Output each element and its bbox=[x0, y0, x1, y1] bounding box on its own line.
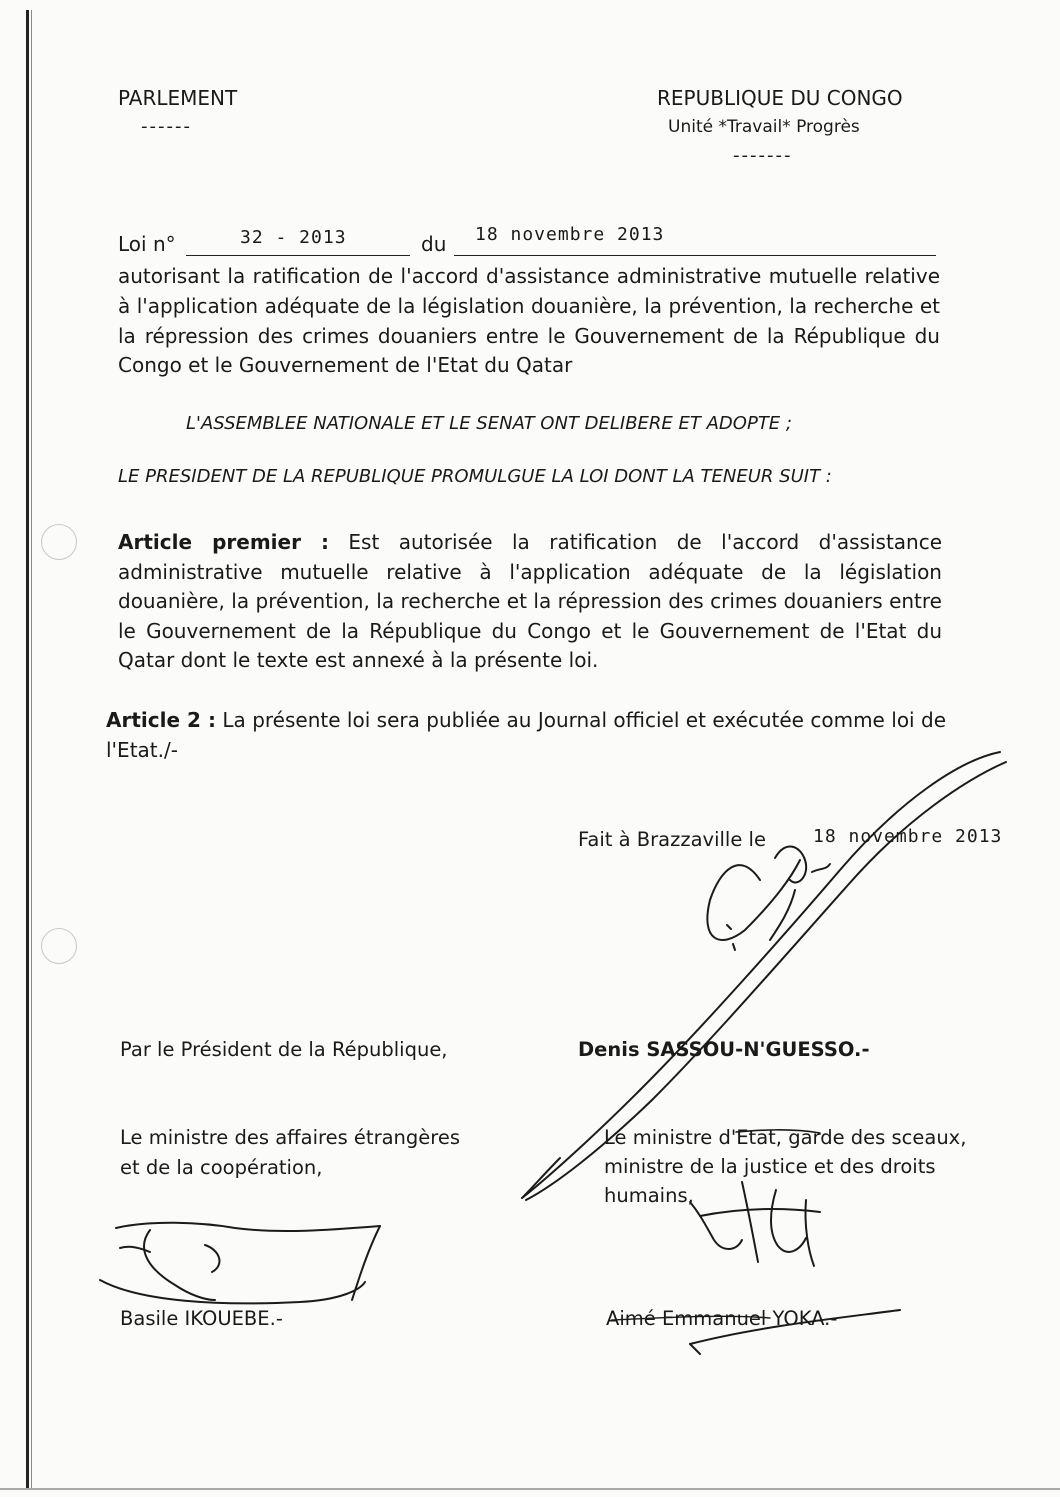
minister-left-title-1: Le ministre des affaires étrangères bbox=[120, 1126, 461, 1149]
minister-right-title-1: Le ministre d'Etat, garde des sceaux, bbox=[604, 1126, 967, 1149]
republic-separator: ------- bbox=[733, 145, 793, 166]
minister-right-signature bbox=[690, 1182, 900, 1354]
ink-mark bbox=[612, 1316, 770, 1320]
minister-left-name: Basile IKOUEBE.- bbox=[120, 1307, 283, 1330]
president-intro: Par le Président de la République, bbox=[120, 1038, 448, 1061]
signing-date: 18 novembre 2013 bbox=[813, 826, 1003, 847]
parlement-separator: ------ bbox=[141, 116, 192, 137]
signing-place: Fait à Brazzaville le bbox=[578, 828, 766, 851]
preamble-president: LE PRESIDENT DE LA REPUBLIQUE PROMULGUE LA LOI DONT LA TENEUR SUIT : bbox=[118, 466, 832, 487]
law-date-value: 18 novembre 2013 bbox=[475, 224, 665, 245]
law-title: autorisant la ratification de l'accord d'assistance administrative mutuelle relative à l'application adéquate de la législation douanière, la prévention, la recherche et la répression des crimes douaniers entre le Gouvernement de la République du Congo et le Gouvernement de l'Etat du Qatar bbox=[118, 264, 940, 378]
minister-left-title-2: et de la coopération, bbox=[120, 1156, 323, 1179]
preamble-assembly: L'ASSEMBLEE NATIONALE ET LE SENAT ONT DELIBERE ET ADOPTE ; bbox=[186, 413, 792, 434]
minister-right-name: Aimé Emmanuel YOKA.- bbox=[606, 1307, 838, 1330]
article-2-label: Article 2 : bbox=[106, 708, 216, 732]
article-1-label: Article premier : bbox=[118, 530, 329, 554]
article-2-text: La présente loi sera publiée au Journal officiel et exécutée comme loi de l'Etat./- bbox=[106, 708, 947, 762]
minister-left-signature bbox=[100, 1223, 380, 1304]
parlement-title: PARLEMENT bbox=[118, 86, 238, 110]
article-1-text: Est autorisée la ratification de l'accord d'assistance administrative mutuelle relative à l'application adéquate de la législation douanière, la prévention, la recherche et la répression des crimes douaniers entre le Gouvernement de la République du Congo et le Gouvernement de l'Etat du Qatar dont le texte est annexé à la présente loi. bbox=[118, 530, 943, 672]
minister-right-title-3: humains, bbox=[604, 1184, 694, 1207]
president-name: Denis SASSOU-N'GUESSO.- bbox=[578, 1038, 870, 1061]
president-signature bbox=[522, 752, 1006, 1200]
minister-right-title-2: ministre de la justice et des droits bbox=[604, 1155, 936, 1178]
republic-title: REPUBLIQUE DU CONGO bbox=[657, 86, 903, 110]
republic-motto: Unité *Travail* Progrès bbox=[668, 117, 860, 137]
law-date-label: du bbox=[421, 232, 447, 256]
law-number-label: Loi n° bbox=[118, 232, 176, 256]
ink-mark bbox=[736, 1130, 820, 1133]
law-number-value: 32 - 2013 bbox=[240, 227, 347, 248]
